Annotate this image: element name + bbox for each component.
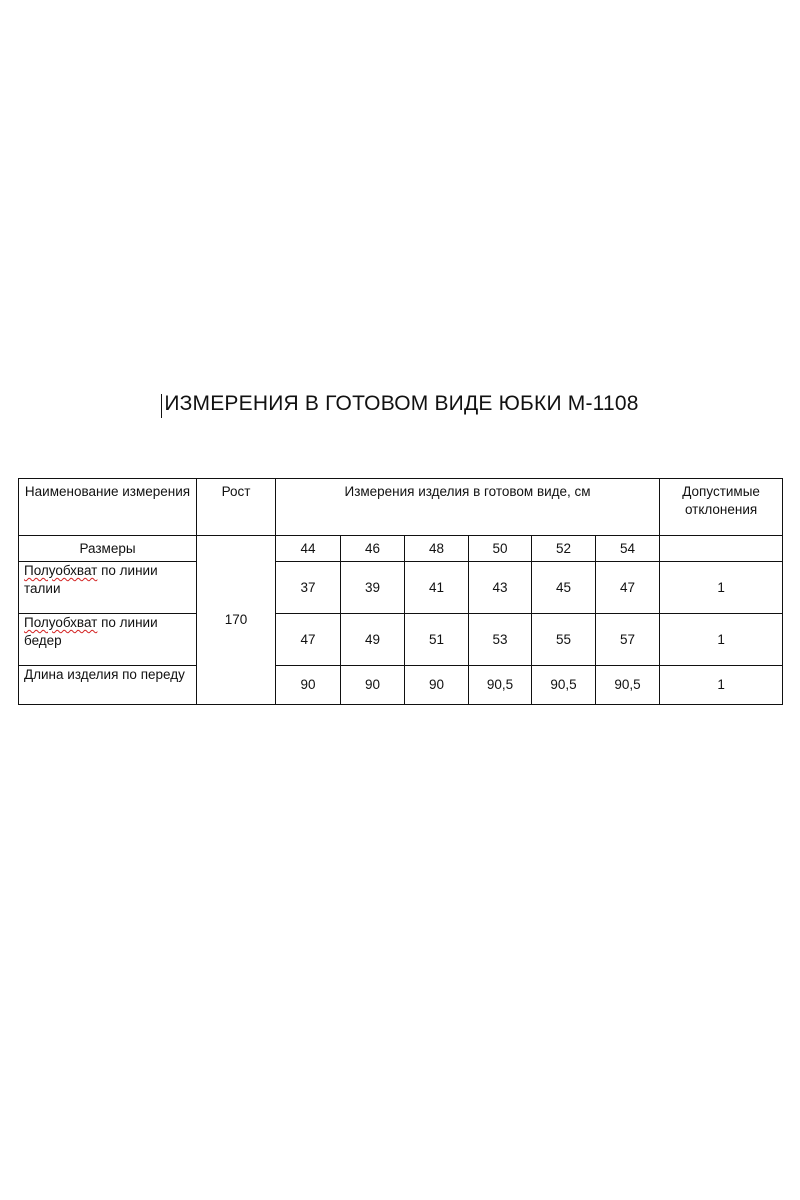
value-cell: 45 bbox=[532, 562, 596, 614]
value-cell: 53 bbox=[469, 614, 532, 666]
row-label-rest: Длина изделия по переду bbox=[24, 667, 185, 682]
spellcheck-marked-word: Полуобхват bbox=[24, 563, 98, 578]
size-cell: 48 bbox=[405, 536, 469, 562]
value-cell: 47 bbox=[276, 614, 341, 666]
tolerance-cell: 1 bbox=[660, 562, 783, 614]
tolerance-cell: 1 bbox=[660, 666, 783, 705]
row-label bbox=[19, 562, 197, 614]
row-label bbox=[19, 666, 197, 705]
value-cell: 55 bbox=[532, 614, 596, 666]
value-cell: 51 bbox=[405, 614, 469, 666]
table-header-row bbox=[19, 479, 783, 536]
tolerance-cell: 1 bbox=[660, 614, 783, 666]
header-tolerance: Допустимые отклонения bbox=[660, 479, 783, 536]
size-cell: 46 bbox=[341, 536, 405, 562]
page-title-text: ИЗМЕРЕНИЯ В ГОТОВОМ ВИДЕ ЮБКИ М-1108 bbox=[164, 392, 639, 415]
value-cell: 47 bbox=[596, 562, 660, 614]
row-label-rest: по линии бедер bbox=[24, 615, 158, 648]
value-cell: 41 bbox=[405, 562, 469, 614]
value-cell: 90 bbox=[276, 666, 341, 705]
table-row bbox=[19, 666, 783, 705]
header-height: Рост bbox=[197, 479, 276, 536]
table-row bbox=[19, 614, 783, 666]
value-cell: 90 bbox=[341, 666, 405, 705]
text-cursor bbox=[161, 394, 162, 418]
sizes-label: Размеры bbox=[19, 536, 197, 562]
value-cell: 43 bbox=[469, 562, 532, 614]
sizes-row bbox=[19, 536, 783, 562]
size-cell: 44 bbox=[276, 536, 341, 562]
size-cell: 50 bbox=[469, 536, 532, 562]
height-value: 170 bbox=[197, 536, 276, 705]
value-cell: 90,5 bbox=[596, 666, 660, 705]
value-cell: 49 bbox=[341, 614, 405, 666]
header-name: Наименование измерения bbox=[19, 479, 197, 536]
value-cell: 90 bbox=[405, 666, 469, 705]
value-cell: 57 bbox=[596, 614, 660, 666]
page-title bbox=[161, 392, 638, 416]
value-cell: 37 bbox=[276, 562, 341, 614]
header-measurements: Измерения изделия в готовом виде, см bbox=[276, 479, 660, 536]
table-row bbox=[19, 562, 783, 614]
row-label-rest: по линии талии bbox=[24, 563, 158, 596]
value-cell: 90,5 bbox=[469, 666, 532, 705]
value-cell: 90,5 bbox=[532, 666, 596, 705]
value-cell: 39 bbox=[341, 562, 405, 614]
measurements-table bbox=[18, 478, 783, 705]
tolerance-empty-cell bbox=[660, 536, 783, 562]
row-label bbox=[19, 614, 197, 666]
size-cell: 54 bbox=[596, 536, 660, 562]
title-block bbox=[0, 392, 800, 416]
spellcheck-marked-word: Полуобхват bbox=[24, 615, 98, 630]
size-cell: 52 bbox=[532, 536, 596, 562]
